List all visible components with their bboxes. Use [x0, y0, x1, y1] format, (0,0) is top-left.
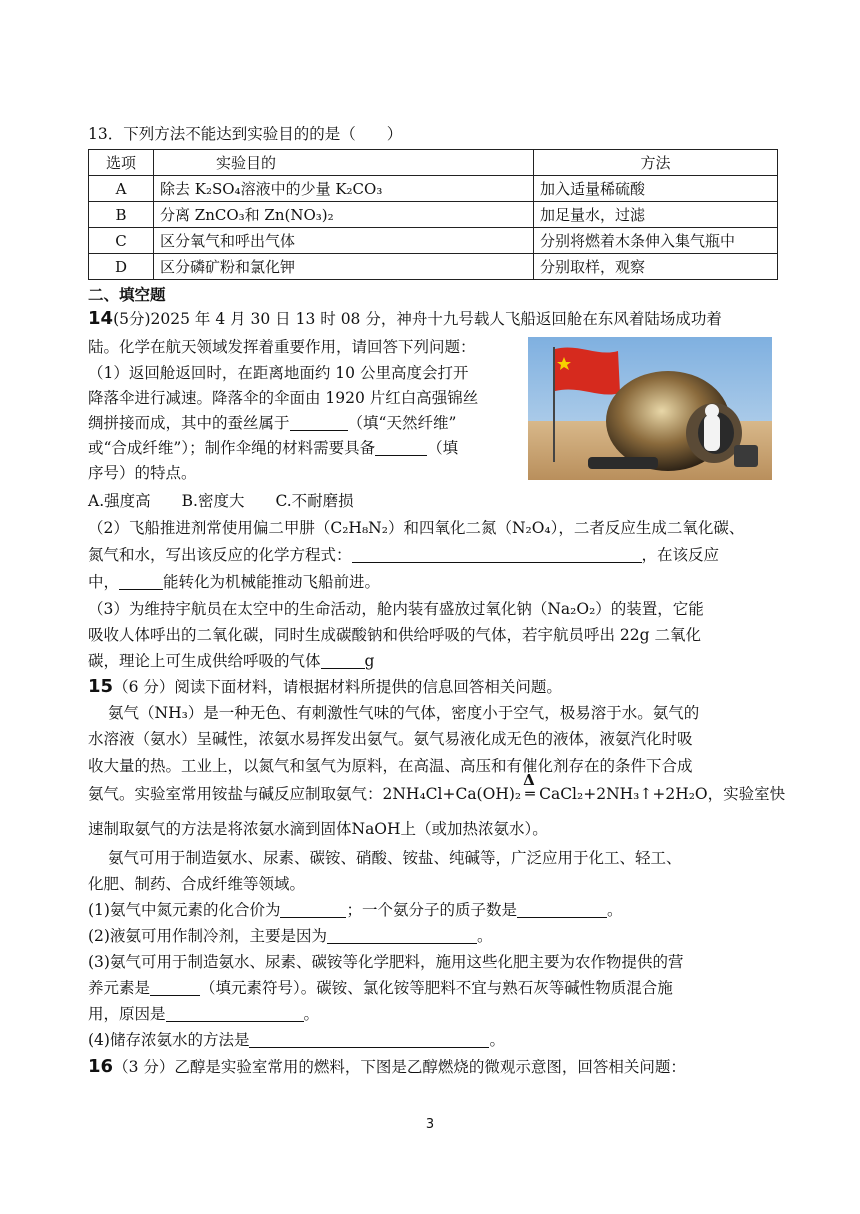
q15-sub-2: (2)液氨可用作制冷剂，主要是因为 。 [88, 927, 493, 945]
q14-options: A.强度高 B.密度大 C.不耐磨损 [88, 492, 354, 510]
q14-line-12: 吸收人体呼出的二氧化碳，同时生成碳酸钠和供给呼吸的气体，若宇航员呼出 22g 二氧化 [88, 626, 702, 644]
row-method: 加入适量稀硫酸 [534, 176, 778, 202]
row-goal: 除去 K₂SO₄溶液中的少量 K₂CO₃ [154, 176, 534, 202]
row-goal: 分离 ZnCO₃和 Zn(NO₃)₂ [154, 202, 534, 228]
heat-condition-symbol: Δ ═ [523, 771, 535, 803]
table-row [89, 254, 778, 280]
q15-para-4: 氨气。实验室常用铵盐与碱反应制取氨气：2NH₄Cl+Ca(OH)₂ Δ ═ CaCl₂+2NH₃↑+2H₂O，实验室快 [88, 771, 786, 803]
answer-blank-storage-method[interactable] [249, 1031, 489, 1048]
q15-para-5: 速制取氨气的方法是将浓氨水滴到固体NaOH上（或加热浓氨水）。 [88, 820, 548, 838]
row-method: 分别将燃着木条伸入集气瓶中 [534, 228, 778, 254]
q15-sub-3-cont: 养元素是 （填元素符号）。碳铵、氯化铵等肥料不宜与熟石灰等碱性物质混合施 [88, 979, 673, 997]
q13-table [88, 149, 778, 280]
answer-blank-equation[interactable] [352, 546, 642, 563]
answer-blank-proton-count[interactable] [517, 901, 607, 918]
q15-para-1: 氨气（NH₃）是一种无色、有刺激性气味的气体，密度小于空气，极易溶于水。氨气的 [108, 704, 700, 722]
q14-line-10: 中， 能转化为机械能推动飞船前进。 [88, 573, 381, 591]
q14-line-2: 陆。化学在航天领域发挥着重要作用，请回答下列问题： [88, 338, 476, 356]
answer-blank-mixing-reason[interactable] [166, 1005, 304, 1022]
q15-sub-3: (3)氨气可用于制造氨水、尿素、碳铵等化学肥料，施用这些化肥主要为农作物提供的营 [88, 953, 684, 971]
section-title: 二、填空题 [88, 286, 166, 304]
q14-line-4: 降落伞进行减速。降落伞的伞面由 1920 片红白高强锦丝 [88, 389, 479, 407]
table-row [89, 176, 778, 202]
row-goal: 区分氧气和呼出气体 [154, 228, 534, 254]
row-option: D [89, 254, 154, 280]
q13-stem: 13．下列方法不能达到实验目的的是（ ） [88, 125, 403, 143]
q14-line-8: （2）飞船推进剂常使用偏二甲肼（C₂H₈N₂）和四氧化二氮（N₂O₄），二者反应生成二氧化碳、 [88, 519, 745, 537]
header-option: 选项 [89, 150, 154, 176]
q14-line-5: 绸拼接而成，其中的蚕丝属于 （填“天然纤维” [88, 414, 457, 432]
row-option: B [89, 202, 154, 228]
answer-blank-gas-mass[interactable] [321, 652, 365, 669]
q14-line-6: 或“合成纤维”）；制作伞绳的材料需要具备 （填 [88, 439, 459, 457]
answer-blank-fiber-type[interactable] [290, 414, 348, 431]
q15-para-3: 收大量的热。工业上，以氮气和氢气为原料，在高温、高压和有催化剂存在的条件下合成 [88, 757, 693, 775]
table-row [89, 202, 778, 228]
q15-para-7: 化肥、制药、合成纤维等领域。 [88, 875, 306, 893]
answer-blank-rope-property[interactable] [375, 439, 427, 456]
q15-para-6: 氨气可用于制造氨水、尿素、碳铵、硝酸、铵盐、纯碱等，广泛应用于化工、轻工、 [108, 849, 682, 867]
header-goal: 实验目的 [154, 150, 534, 176]
q16-line-1: 16（3 分）乙醇是实验室常用的燃料，下图是乙醇燃烧的微观示意图，回答相关问题： [88, 1056, 686, 1077]
q15-sub-4: (4)储存浓氨水的方法是 。 [88, 1031, 505, 1049]
q16-number: 16 [88, 1056, 114, 1077]
q14-number: 14 [88, 308, 114, 329]
q14-line-3: （1）返回舱返回时，在距离地面约 10 公里高度会打开 [88, 364, 469, 382]
q15-sub-3-end: 用，原因是 。 [88, 1005, 320, 1023]
table-header-row [89, 150, 778, 176]
q14-line-1: 14(5分)2025 年 4 月 30 日 13 时 08 分，神舟十九号载人飞船返回舱在东风着陆场成功着 [88, 308, 722, 329]
page-number: 3 [425, 1117, 435, 1132]
header-method: 方法 [534, 150, 778, 176]
row-method: 分别取样，观察 [534, 254, 778, 280]
answer-blank-energy[interactable] [119, 573, 163, 590]
row-option: C [89, 228, 154, 254]
row-goal: 区分磷矿粉和氯化钾 [154, 254, 534, 280]
q14-line-7: 序号）的特点。 [88, 464, 197, 482]
landing-capsule-photo [528, 337, 772, 480]
q15-line-1: 15（6 分）阅读下面材料，请根据材料所提供的信息回答相关问题。 [88, 676, 562, 697]
q14-line-11: （3）为维持宇航员在太空中的生命活动，舱内装有盛放过氧化钠（Na₂O₂）的装置，它能 [88, 600, 704, 618]
row-option: A [89, 176, 154, 202]
answer-blank-nutrient-element[interactable] [150, 979, 200, 996]
answer-blank-refrigerant-reason[interactable] [327, 927, 477, 944]
q14-line-13: 碳，理论上可生成供给呼吸的气体 g [88, 652, 375, 670]
q14-line-9: 氮气和水，写出该反应的化学方程式： ，在该反应 [88, 546, 720, 564]
table-row [89, 228, 778, 254]
q15-number: 15 [88, 676, 114, 697]
q15-para-2: 水溶液（氨水）呈碱性，浓氨水易挥发出氨气。氨气易液化成无色的液体，液氨汽化时吸 [88, 730, 693, 748]
answer-blank-valence[interactable] [280, 901, 346, 918]
row-method: 加足量水，过滤 [534, 202, 778, 228]
q15-sub-1: (1)氨气中氮元素的化合价为 ；一个氨分子的质子数是 。 [88, 901, 623, 919]
